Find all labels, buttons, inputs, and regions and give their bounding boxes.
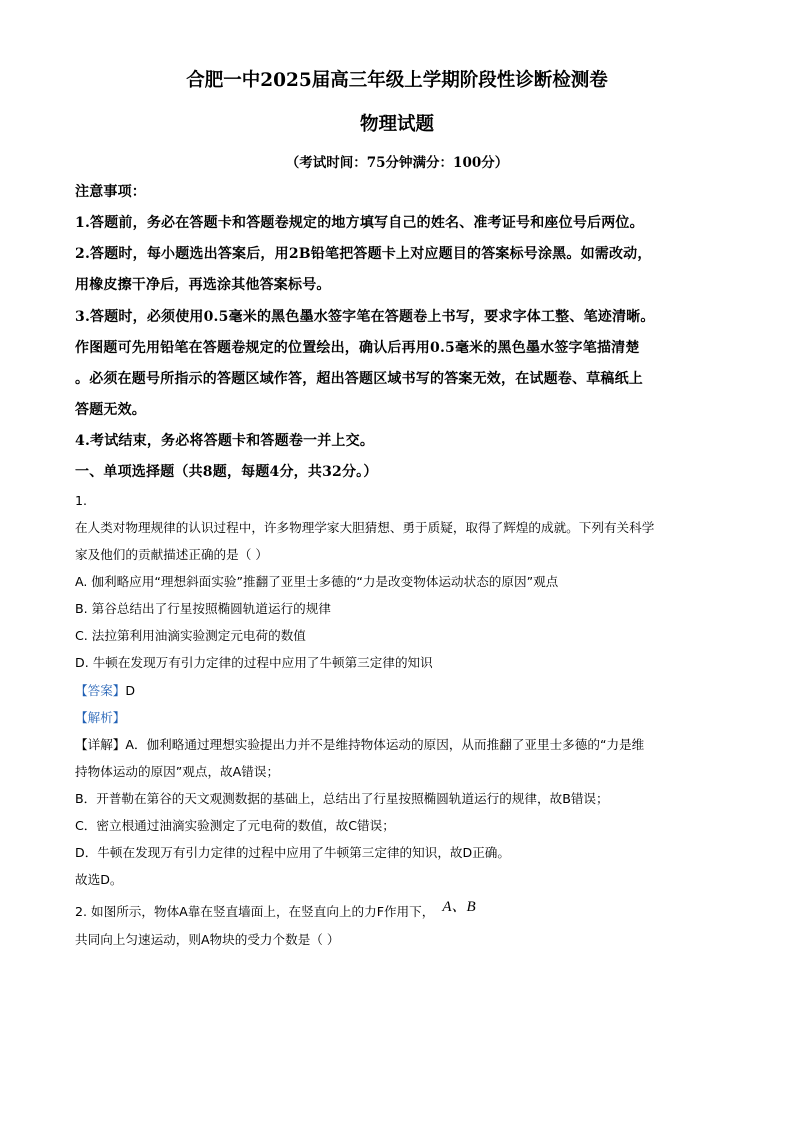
question-stem-line: 在人类对物理规律的认识过程中，许多物理学家大胆猜想、勇于质疑，取得了辉煌的成就。下列有关科学 — [75, 520, 655, 535]
answer-row — [75, 680, 135, 699]
notice-line: 4.考试结束，务必将答题卡和答题卷一并上交。 — [75, 433, 375, 449]
answer-tag: 【答案】 — [75, 683, 126, 698]
detail-line: 持物体运动的原因”观点，故A错误； — [75, 764, 280, 779]
question-2-line — [75, 900, 476, 921]
detail-line: A．伽利略通过理想实验提出力并不是维持物体运动的原因，从而推翻了亚里士多德的“力是维 — [125, 737, 645, 752]
notice-line: 1.答题前，务必在答题卡和答题卷规定的地方填写自己的姓名、准考证号和座位号后两位。 — [75, 215, 644, 231]
detail-line: 故选D。 — [75, 872, 123, 887]
subject-title: 物理试题 — [359, 114, 434, 135]
detail-tag: 【详解】 — [75, 737, 126, 752]
detail-line: B．开普勒在第谷的天文观测数据的基础上，总结出了行星按照椭圆轨道运行的规律，故B错误； — [75, 791, 609, 806]
option-c: C. 法拉第利用油滴实验测定元电荷的数值 — [75, 628, 306, 643]
answer-value: D — [125, 683, 136, 698]
notice-line: 2.答题时，每小题选出答案后，用2B铅笔把答题卡上对应题目的答案标号涂黑。如需改动， — [75, 246, 652, 262]
option-d: D. 牛顿在发现万有引力定律的过程中应用了牛顿第三定律的知识 — [75, 655, 433, 670]
section-heading: 一、单项选择题（共8题，每题4分，共32分。） — [75, 464, 378, 480]
exam-title: 合肥一中2025届高三年级上学期阶段性诊断检测卷 — [186, 70, 608, 91]
notice-heading: 注意事项： — [75, 184, 146, 200]
question-2-text: 2. 如图所示，物体A靠在竖直墙面上，在竖直向上的力F作用下， — [75, 904, 435, 919]
detail-row — [75, 734, 644, 753]
question-2-line: 共同向上匀速运动，则A物块的受力个数是（ ） — [75, 932, 340, 947]
question-stem-line: 家及他们的贡献描述正确的是（ ） — [75, 547, 268, 562]
notice-line: 作图题可先用铅笔在答题卷规定的位置绘出，确认后再用0.5毫米的黑色墨水签字笔描清楚 — [75, 340, 640, 356]
detail-line: C．密立根通过油滴实验测定了元电荷的数值，故C错误； — [75, 818, 395, 833]
notice-line: 用橡皮擦干净后，再选涂其他答案标号。 — [75, 277, 331, 293]
notice-line: 3.答题时，必须使用0.5毫米的黑色墨水签字笔在答题卷上书写，要求字体工整、笔迹清晰。 — [75, 309, 655, 325]
question-number: 1. — [75, 493, 88, 508]
notice-line: 答题无效。 — [75, 402, 146, 418]
exam-info: （考试时间：75分钟满分：100分） — [285, 155, 509, 171]
formula-ab: A、B — [442, 899, 476, 915]
option-b: B. 第谷总结出了行星按照椭圆轨道运行的规律 — [75, 601, 331, 616]
detail-line: D．牛顿在发现万有引力定律的过程中应用了牛顿第三定律的知识，故D正确。 — [75, 845, 510, 860]
notice-line: 。必须在题号所指示的答题区域作答，超出答题区域书写的答案无效，在试题卷、草稿纸上 — [75, 371, 643, 387]
option-a: A. 伽利略应用“理想斜面实验”推翻了亚里士多德的“力是改变物体运动状态的原因”观点 — [75, 574, 559, 589]
analysis-tag: 【解析】 — [75, 710, 126, 725]
